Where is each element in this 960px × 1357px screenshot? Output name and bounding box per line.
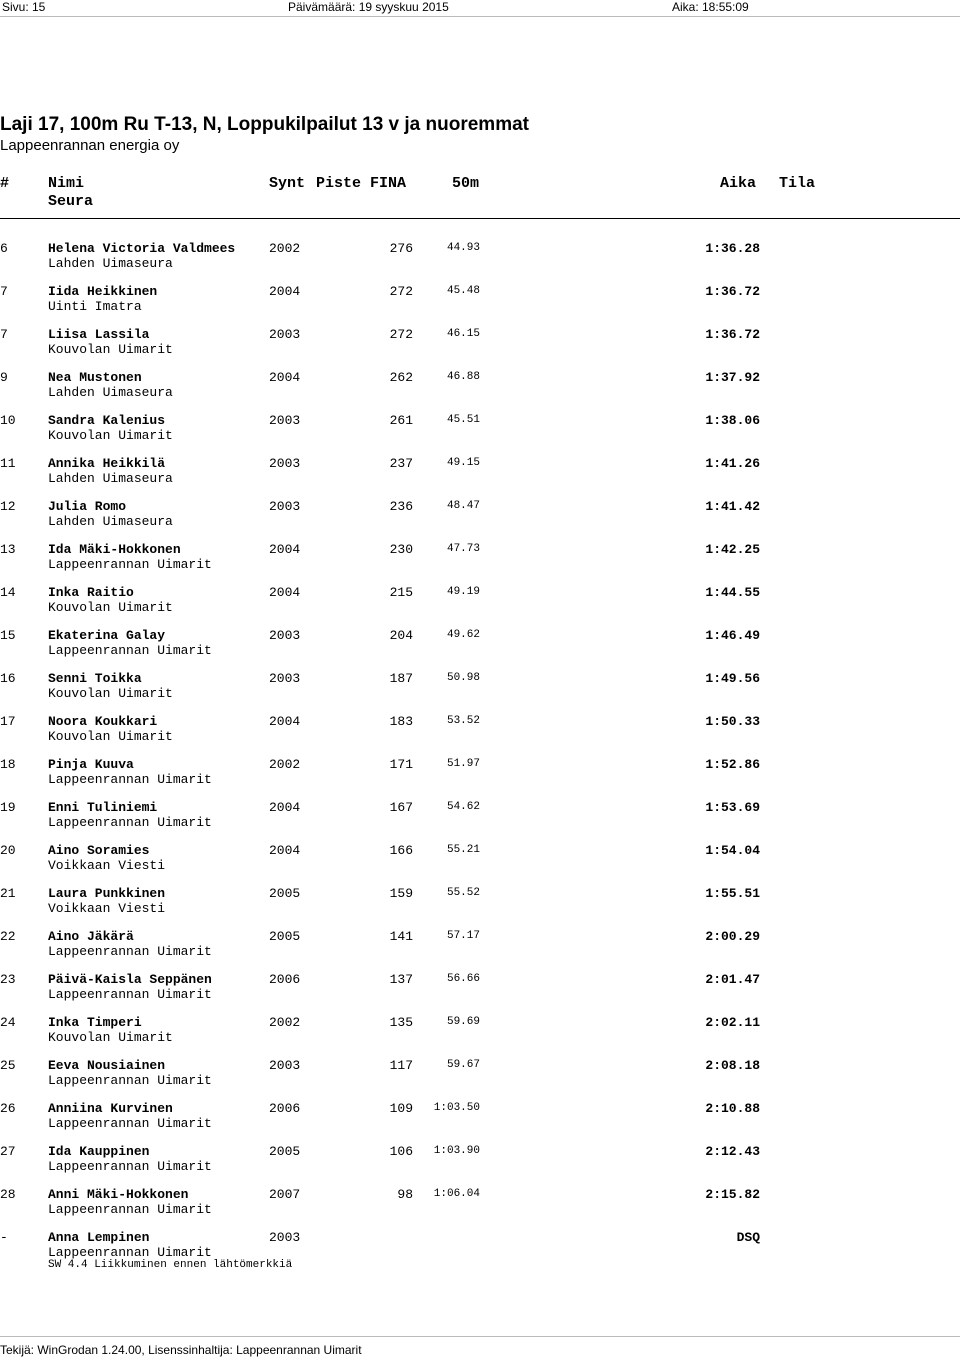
swimmer-club: Lappeenrannan Uimarit xyxy=(48,1159,212,1174)
swimmer-club: Kouvolan Uimarit xyxy=(48,1030,173,1045)
result-position: 23 xyxy=(0,972,16,987)
fina-points: 98 xyxy=(397,1187,413,1202)
split-50m: 49.19 xyxy=(446,586,480,598)
split-50m: 45.48 xyxy=(446,285,480,297)
result-position: 21 xyxy=(0,886,16,901)
final-time: 1:41.42 xyxy=(705,499,760,514)
header-divider xyxy=(0,16,960,17)
result-row xyxy=(0,327,960,370)
split-50m: 48.47 xyxy=(446,500,480,512)
swimmer-name: Anni Mäki-Hokkonen xyxy=(48,1187,189,1202)
col-split: 50m xyxy=(452,175,480,192)
final-time: 1:37.92 xyxy=(705,370,760,385)
split-50m: 44.93 xyxy=(446,242,480,254)
swimmer-name: Iida Heikkinen xyxy=(48,284,158,299)
split-50m: 55.21 xyxy=(446,844,480,856)
fina-points: 183 xyxy=(389,714,413,729)
result-row xyxy=(0,929,960,972)
final-time: 1:41.26 xyxy=(705,456,760,471)
result-row xyxy=(0,843,960,886)
result-row xyxy=(0,456,960,499)
result-row xyxy=(0,499,960,542)
fina-points: 215 xyxy=(389,585,413,600)
split-50m: 55.52 xyxy=(446,887,480,899)
swimmer-name: Nea Mustonen xyxy=(48,370,142,385)
final-time: 1:44.55 xyxy=(705,585,760,600)
swimmer-club: Lahden Uimaseura xyxy=(48,471,173,486)
birth-year: 2003 xyxy=(269,327,301,342)
fina-points: 171 xyxy=(389,757,413,772)
split-50m: 57.17 xyxy=(446,930,480,942)
birth-year: 2004 xyxy=(269,284,301,299)
split-50m: 1:03.50 xyxy=(433,1102,480,1114)
fina-points: 236 xyxy=(389,499,413,514)
fina-points: 159 xyxy=(389,886,413,901)
event-title: Laji 17, 100m Ru T-13, N, Loppukilpailut 13 v ja nuoremmat xyxy=(0,114,529,135)
birth-year: 2004 xyxy=(269,843,301,858)
event-sponsor: Lappeenrannan energia oy xyxy=(0,137,180,154)
fina-points: 137 xyxy=(389,972,413,987)
split-50m: 54.62 xyxy=(446,801,480,813)
fina-points: 135 xyxy=(389,1015,413,1030)
split-50m: 46.88 xyxy=(446,371,480,383)
swimmer-club: Lappeenrannan Uimarit xyxy=(48,815,212,830)
split-50m: 49.15 xyxy=(446,457,480,469)
final-time: 2:10.88 xyxy=(705,1101,760,1116)
fina-points: 167 xyxy=(389,800,413,815)
result-row xyxy=(0,671,960,714)
result-position: 10 xyxy=(0,413,16,428)
result-position: 14 xyxy=(0,585,16,600)
swimmer-club: Lappeenrannan Uimarit xyxy=(48,987,212,1002)
result-position: 15 xyxy=(0,628,16,643)
final-time: 2:12.43 xyxy=(705,1144,760,1159)
col-time: Aika xyxy=(720,175,757,192)
swimmer-name: Liisa Lassila xyxy=(48,327,150,342)
final-time: 1:52.86 xyxy=(705,757,760,772)
fina-points: 261 xyxy=(389,413,413,428)
result-position: 16 xyxy=(0,671,16,686)
final-time: 1:36.72 xyxy=(705,327,760,342)
result-position: 12 xyxy=(0,499,16,514)
swimmer-club: Uinti Imatra xyxy=(48,299,142,314)
print-date: Päivämäärä: 19 syyskuu 2015 xyxy=(288,0,449,14)
final-time: 2:15.82 xyxy=(705,1187,760,1202)
split-50m: 50.98 xyxy=(446,672,480,684)
fina-points: 106 xyxy=(389,1144,413,1159)
result-position: 6 xyxy=(0,241,8,256)
result-row xyxy=(0,1187,960,1230)
swimmer-club: Lahden Uimaseura xyxy=(48,256,173,271)
swimmer-name: Senni Toikka xyxy=(48,671,142,686)
swimmer-club: Kouvolan Uimarit xyxy=(48,428,173,443)
swimmer-name: Ida Mäki-Hokkonen xyxy=(48,542,181,557)
split-50m: 46.15 xyxy=(446,328,480,340)
final-time: 2:02.11 xyxy=(705,1015,760,1030)
result-position: 9 xyxy=(0,370,8,385)
split-50m: 49.62 xyxy=(446,629,480,641)
split-50m: 1:06.04 xyxy=(433,1188,480,1200)
swimmer-name: Päivä-Kaisla Seppänen xyxy=(48,972,212,987)
col-status: Tila xyxy=(779,175,816,192)
swimmer-name: Ekaterina Galay xyxy=(48,628,166,643)
swimmer-club: Lappeenrannan Uimarit xyxy=(48,1116,212,1131)
result-position: 17 xyxy=(0,714,16,729)
final-time: 2:01.47 xyxy=(705,972,760,987)
swimmer-name: Pinja Kuuva xyxy=(48,757,134,772)
final-time: 1:38.06 xyxy=(705,413,760,428)
birth-year: 2004 xyxy=(269,800,301,815)
fina-points: 109 xyxy=(389,1101,413,1116)
swimmer-name: Sandra Kalenius xyxy=(48,413,166,428)
swimmer-club: Lappeenrannan Uimarit xyxy=(48,1245,212,1260)
result-position: 11 xyxy=(0,456,16,471)
birth-year: 2003 xyxy=(269,456,301,471)
print-time: Aika: 18:55:09 xyxy=(672,0,749,14)
fina-points: 230 xyxy=(389,542,413,557)
birth-year: 2005 xyxy=(269,1144,301,1159)
result-row xyxy=(0,413,960,456)
final-time: 1:42.25 xyxy=(705,542,760,557)
result-position: 25 xyxy=(0,1058,16,1073)
fina-points: 272 xyxy=(389,284,413,299)
birth-year: 2004 xyxy=(269,370,301,385)
result-position: 13 xyxy=(0,542,16,557)
final-time: DSQ xyxy=(736,1230,760,1245)
swimmer-club: Voikkaan Viesti xyxy=(48,901,166,916)
result-position: - xyxy=(0,1230,8,1245)
fina-points: 117 xyxy=(389,1058,413,1073)
split-50m: 56.66 xyxy=(446,973,480,985)
birth-year: 2004 xyxy=(269,542,301,557)
swimmer-name: Laura Punkkinen xyxy=(48,886,166,901)
fina-points: 237 xyxy=(389,456,413,471)
result-row xyxy=(0,1230,960,1273)
result-row xyxy=(0,886,960,929)
swimmer-club: Voikkaan Viesti xyxy=(48,858,166,873)
result-row xyxy=(0,1101,960,1144)
birth-year: 2002 xyxy=(269,241,301,256)
result-position: 7 xyxy=(0,284,8,299)
swimmer-name: Annika Heikkilä xyxy=(48,456,166,471)
split-50m: 59.67 xyxy=(446,1059,480,1071)
split-50m: 47.73 xyxy=(446,543,480,555)
result-row xyxy=(0,800,960,843)
birth-year: 2006 xyxy=(269,1101,301,1116)
final-time: 1:53.69 xyxy=(705,800,760,815)
swimmer-name: Julia Romo xyxy=(48,499,127,514)
final-time: 2:08.18 xyxy=(705,1058,760,1073)
footer-credit: Tekijä: WinGrodan 1.24.00, Lisenssinhaltija: Lappeenrannan Uimarit xyxy=(0,1343,362,1357)
result-row xyxy=(0,370,960,413)
result-row xyxy=(0,714,960,757)
final-time: 1:36.72 xyxy=(705,284,760,299)
split-50m: 45.51 xyxy=(446,414,480,426)
result-row xyxy=(0,1144,960,1187)
fina-points: 272 xyxy=(389,327,413,342)
swimmer-club: Lappeenrannan Uimarit xyxy=(48,643,212,658)
final-time: 1:54.04 xyxy=(705,843,760,858)
swimmer-name: Enni Tuliniemi xyxy=(48,800,158,815)
swimmer-name: Ida Kauppinen xyxy=(48,1144,150,1159)
swimmer-club: Kouvolan Uimarit xyxy=(48,686,173,701)
col-points: Piste FINA xyxy=(316,175,407,192)
swimmer-club: Lappeenrannan Uimarit xyxy=(48,1202,212,1217)
results-list xyxy=(0,241,960,1273)
split-50m: 1:03.90 xyxy=(433,1145,480,1157)
birth-year: 2003 xyxy=(269,628,301,643)
swimmer-name: Anna Lempinen xyxy=(48,1230,150,1245)
birth-year: 2003 xyxy=(269,1230,301,1245)
result-position: 18 xyxy=(0,757,16,772)
col-year: Synt xyxy=(269,175,306,192)
birth-year: 2002 xyxy=(269,1015,301,1030)
final-time: 1:36.28 xyxy=(705,241,760,256)
birth-year: 2006 xyxy=(269,972,301,987)
fina-points: 204 xyxy=(389,628,413,643)
result-row xyxy=(0,1015,960,1058)
birth-year: 2005 xyxy=(269,886,301,901)
split-50m: 53.52 xyxy=(446,715,480,727)
birth-year: 2003 xyxy=(269,499,301,514)
result-row xyxy=(0,542,960,585)
swimmer-club: Kouvolan Uimarit xyxy=(48,600,173,615)
birth-year: 2003 xyxy=(269,1058,301,1073)
result-row xyxy=(0,585,960,628)
result-row xyxy=(0,241,960,284)
col-pos: # xyxy=(0,175,10,192)
final-time: 1:49.56 xyxy=(705,671,760,686)
page-number: Sivu: 15 xyxy=(2,0,46,14)
final-time: 1:50.33 xyxy=(705,714,760,729)
fina-points: 166 xyxy=(389,843,413,858)
result-position: 22 xyxy=(0,929,16,944)
final-time: 1:46.49 xyxy=(705,628,760,643)
swimmer-club: Kouvolan Uimarit xyxy=(48,729,173,744)
swimmer-club: Lappeenrannan Uimarit xyxy=(48,1073,212,1088)
page-header-bar xyxy=(0,0,960,14)
result-position: 7 xyxy=(0,327,8,342)
result-position: 26 xyxy=(0,1101,16,1116)
swimmer-name: Aino Jäkärä xyxy=(48,929,134,944)
final-time: 1:55.51 xyxy=(705,886,760,901)
fina-points: 141 xyxy=(389,929,413,944)
result-position: 19 xyxy=(0,800,16,815)
result-row xyxy=(0,1058,960,1101)
fina-points: 262 xyxy=(389,370,413,385)
swimmer-club: Lahden Uimaseura xyxy=(48,514,173,529)
swimmer-club: Lahden Uimaseura xyxy=(48,385,173,400)
birth-year: 2003 xyxy=(269,413,301,428)
table-header-divider xyxy=(0,218,960,219)
disqualification-note: SW 4.4 Liikkuminen ennen lähtömerkkiä xyxy=(48,1259,293,1271)
swimmer-club: Lappeenrannan Uimarit xyxy=(48,772,212,787)
result-position: 24 xyxy=(0,1015,16,1030)
swimmer-club: Lappeenrannan Uimarit xyxy=(48,944,212,959)
col-club: Seura xyxy=(48,193,94,210)
swimmer-name: Inka Timperi xyxy=(48,1015,142,1030)
split-50m: 59.69 xyxy=(446,1016,480,1028)
swimmer-club: Lappeenrannan Uimarit xyxy=(48,557,212,572)
swimmer-name: Eeva Nousiainen xyxy=(48,1058,166,1073)
final-time: 2:00.29 xyxy=(705,929,760,944)
result-row xyxy=(0,972,960,1015)
swimmer-name: Noora Koukkari xyxy=(48,714,158,729)
result-row xyxy=(0,628,960,671)
footer-divider xyxy=(0,1336,960,1337)
fina-points: 187 xyxy=(389,671,413,686)
birth-year: 2007 xyxy=(269,1187,301,1202)
swimmer-name: Aino Soramies xyxy=(48,843,150,858)
birth-year: 2005 xyxy=(269,929,301,944)
birth-year: 2002 xyxy=(269,757,301,772)
col-name: Nimi xyxy=(48,175,85,192)
swimmer-name: Helena Victoria Valdmees xyxy=(48,241,236,256)
swimmer-name: Anniina Kurvinen xyxy=(48,1101,173,1116)
result-position: 20 xyxy=(0,843,16,858)
split-50m: 51.97 xyxy=(446,758,480,770)
result-row xyxy=(0,757,960,800)
result-position: 28 xyxy=(0,1187,16,1202)
result-row xyxy=(0,284,960,327)
swimmer-name: Inka Raitio xyxy=(48,585,134,600)
birth-year: 2003 xyxy=(269,671,301,686)
result-position: 27 xyxy=(0,1144,16,1159)
birth-year: 2004 xyxy=(269,714,301,729)
fina-points: 276 xyxy=(389,241,413,256)
birth-year: 2004 xyxy=(269,585,301,600)
swimmer-club: Kouvolan Uimarit xyxy=(48,342,173,357)
